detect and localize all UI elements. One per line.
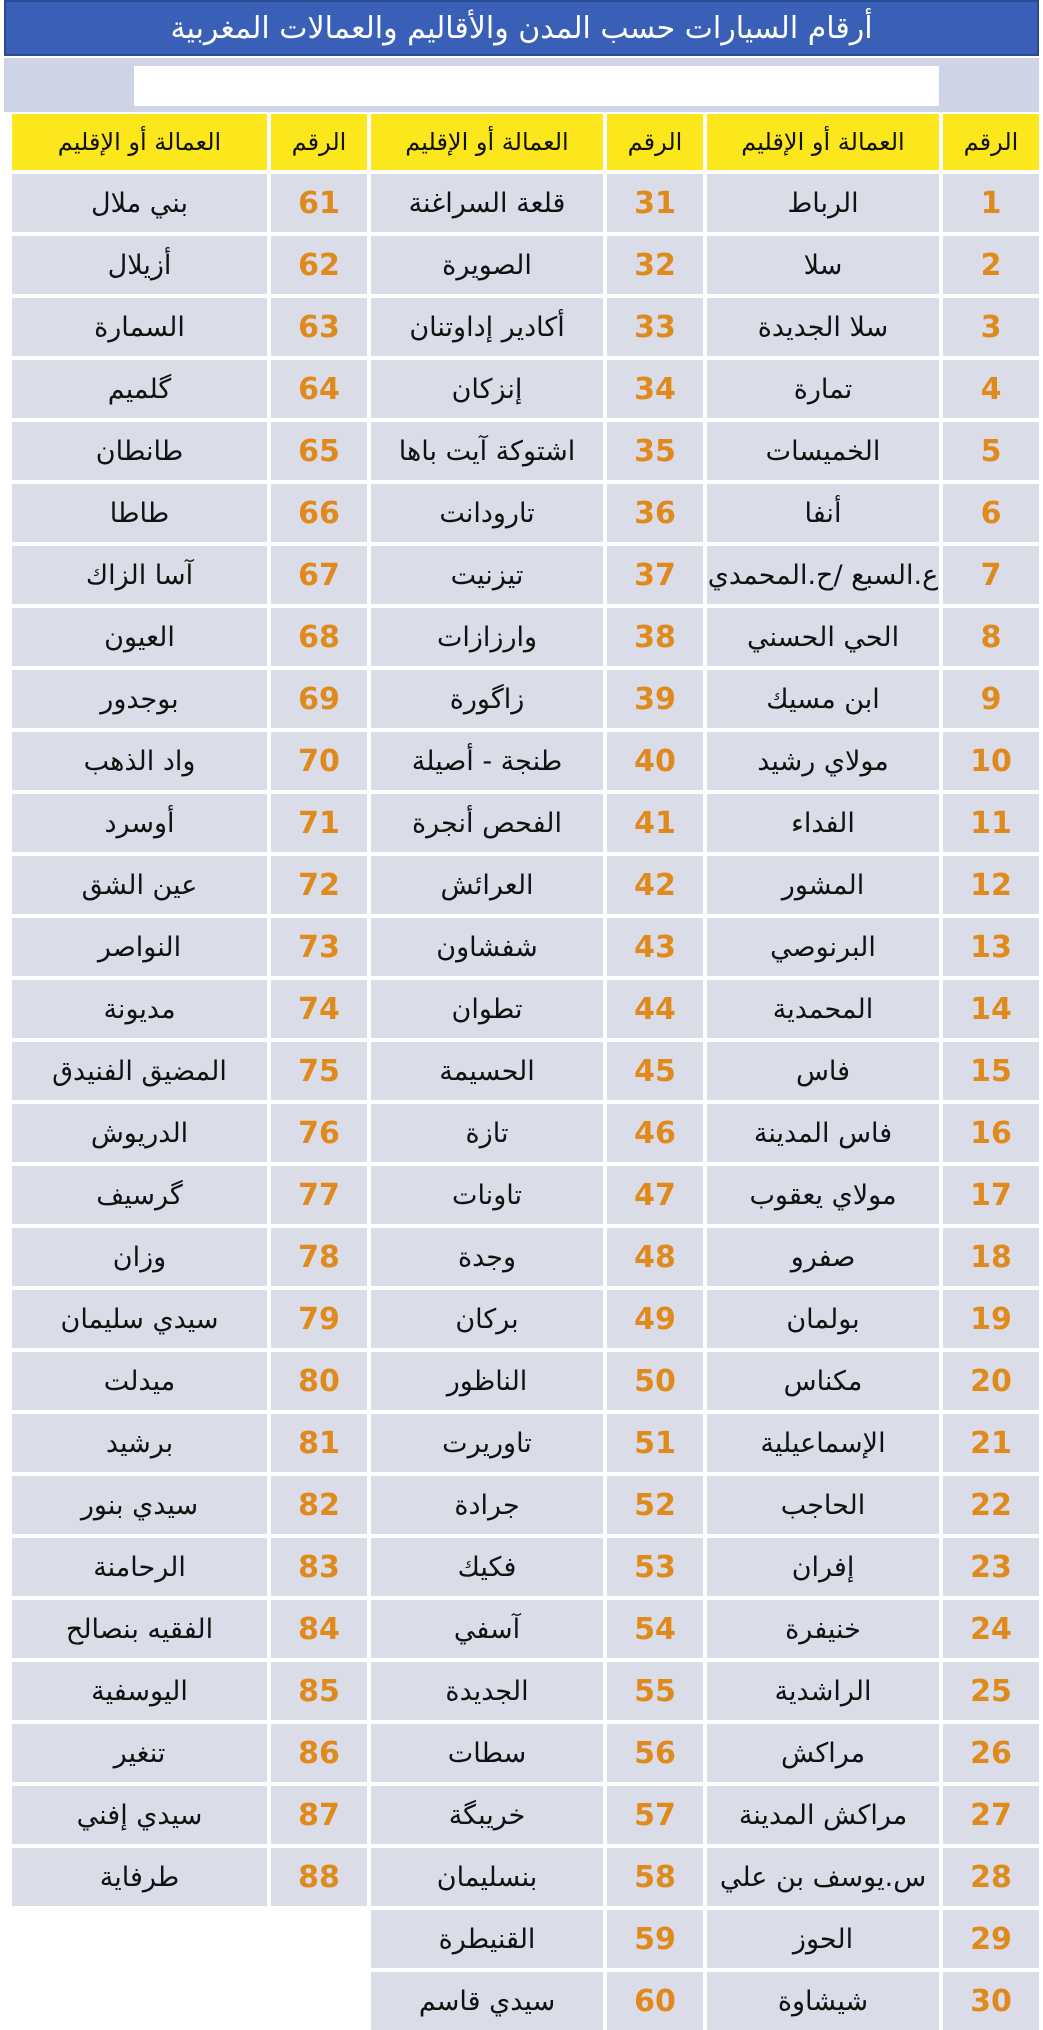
- plate-number: 14: [943, 980, 1039, 1038]
- blank-cell: [12, 1972, 367, 2030]
- plate-number: 74: [271, 980, 367, 1038]
- plate-number: 72: [271, 856, 367, 914]
- plate-number: 47: [607, 1166, 703, 1224]
- prefecture-name: الرحامنة: [12, 1538, 267, 1596]
- plate-number: 34: [607, 360, 703, 418]
- prefecture-name: الرباط: [707, 174, 939, 232]
- plate-number: 78: [271, 1228, 367, 1286]
- prefecture-name: تازة: [371, 1104, 603, 1162]
- plate-number: 28: [943, 1848, 1039, 1906]
- prefecture-name: مولاي رشيد: [707, 732, 939, 790]
- plates-table: [4, 114, 1039, 2019]
- prefecture-name: إنزكان: [371, 360, 603, 418]
- plate-number: 56: [607, 1724, 703, 1782]
- plate-number: 15: [943, 1042, 1039, 1100]
- plate-number: 66: [271, 484, 367, 542]
- plate-number: 25: [943, 1662, 1039, 1720]
- plate-number: 18: [943, 1228, 1039, 1286]
- plate-number: 57: [607, 1786, 703, 1844]
- prefecture-name: بني ملال: [12, 174, 267, 232]
- prefecture-name: الصويرة: [371, 236, 603, 294]
- prefecture-name: مراكش: [707, 1724, 939, 1782]
- prefecture-name: الفحص أنجرة: [371, 794, 603, 852]
- plate-number: 38: [607, 608, 703, 666]
- prefecture-name: مكناس: [707, 1352, 939, 1410]
- prefecture-name: النواصر: [12, 918, 267, 976]
- plate-number: 50: [607, 1352, 703, 1410]
- plate-number: 80: [271, 1352, 367, 1410]
- prefecture-name: بولمان: [707, 1290, 939, 1348]
- header-number: الرقم: [607, 114, 703, 170]
- prefecture-name: تيزنيت: [371, 546, 603, 604]
- prefecture-name: اليوسفية: [12, 1662, 267, 1720]
- prefecture-name: المضيق الفنيدق: [12, 1042, 267, 1100]
- plate-number: 63: [271, 298, 367, 356]
- prefecture-name: طنجة - أصيلة: [371, 732, 603, 790]
- prefecture-name: صفرو: [707, 1228, 939, 1286]
- plate-number: 79: [271, 1290, 367, 1348]
- prefecture-name: ميدلت: [12, 1352, 267, 1410]
- header-prefecture: العمالة أو الإقليم: [371, 114, 603, 170]
- plate-number: 48: [607, 1228, 703, 1286]
- plate-number: 27: [943, 1786, 1039, 1844]
- plate-number: 44: [607, 980, 703, 1038]
- prefecture-name: الجديدة: [371, 1662, 603, 1720]
- plate-number: 7: [943, 546, 1039, 604]
- plate-number: 5: [943, 422, 1039, 480]
- prefecture-name: أوسرد: [12, 794, 267, 852]
- plate-number: 39: [607, 670, 703, 728]
- prefecture-name: أكادير إداوتنان: [371, 298, 603, 356]
- prefecture-name: طاطا: [12, 484, 267, 542]
- plate-number: 6: [943, 484, 1039, 542]
- prefecture-name: العيون: [12, 608, 267, 666]
- prefecture-name: تمارة: [707, 360, 939, 418]
- prefecture-name: المحمدية: [707, 980, 939, 1038]
- prefecture-name: سطات: [371, 1724, 603, 1782]
- prefecture-name: الفقيه بنصالح: [12, 1600, 267, 1658]
- prefecture-name: وزان: [12, 1228, 267, 1286]
- plate-number: 24: [943, 1600, 1039, 1658]
- prefecture-name: مولاي يعقوب: [707, 1166, 939, 1224]
- prefecture-name: گلميم: [12, 360, 267, 418]
- prefecture-name: طانطان: [12, 422, 267, 480]
- plate-number: 84: [271, 1600, 367, 1658]
- prefecture-name: عين الشق: [12, 856, 267, 914]
- prefecture-name: ع.السبع /ح.المحمدي: [707, 546, 939, 604]
- prefecture-name: العرائش: [371, 856, 603, 914]
- plate-number: 29: [943, 1910, 1039, 1968]
- prefecture-name: قلعة السراغنة: [371, 174, 603, 232]
- prefecture-name: تنغير: [12, 1724, 267, 1782]
- plate-number: 1: [943, 174, 1039, 232]
- plate-number: 30: [943, 1972, 1039, 2030]
- prefecture-name: شيشاوة: [707, 1972, 939, 2030]
- prefecture-name: جرادة: [371, 1476, 603, 1534]
- plate-number: 76: [271, 1104, 367, 1162]
- page-title: أرقام السيارات حسب المدن والأقاليم والعمالات المغربية: [4, 0, 1039, 56]
- header-number: الرقم: [943, 114, 1039, 170]
- plate-number: 41: [607, 794, 703, 852]
- prefecture-name: الإسماعيلية: [707, 1414, 939, 1472]
- prefecture-name: فكيك: [371, 1538, 603, 1596]
- header-prefecture: العمالة أو الإقليم: [12, 114, 267, 170]
- prefecture-name: برشيد: [12, 1414, 267, 1472]
- prefecture-name: واد الذهب: [12, 732, 267, 790]
- plate-number: 73: [271, 918, 367, 976]
- prefecture-name: خريبگة: [371, 1786, 603, 1844]
- plate-number: 82: [271, 1476, 367, 1534]
- prefecture-name: الراشدية: [707, 1662, 939, 1720]
- plate-number: 43: [607, 918, 703, 976]
- plate-number: 22: [943, 1476, 1039, 1534]
- plate-number: 62: [271, 236, 367, 294]
- plate-number: 85: [271, 1662, 367, 1720]
- prefecture-name: سيدي إفني: [12, 1786, 267, 1844]
- prefecture-name: زاگورة: [371, 670, 603, 728]
- plate-number: 19: [943, 1290, 1039, 1348]
- prefecture-name: سيدي سليمان: [12, 1290, 267, 1348]
- plate-number: 37: [607, 546, 703, 604]
- plate-number: 53: [607, 1538, 703, 1596]
- plate-number: 68: [271, 608, 367, 666]
- prefecture-name: البرنوصي: [707, 918, 939, 976]
- prefecture-name: أنفا: [707, 484, 939, 542]
- plate-number: 55: [607, 1662, 703, 1720]
- prefecture-name: الحاجب: [707, 1476, 939, 1534]
- plate-number: 87: [271, 1786, 367, 1844]
- prefecture-name: سلا الجديدة: [707, 298, 939, 356]
- plate-number: 12: [943, 856, 1039, 914]
- plate-number: 51: [607, 1414, 703, 1472]
- prefecture-name: بنسليمان: [371, 1848, 603, 1906]
- plate-number: 3: [943, 298, 1039, 356]
- prefecture-name: القنيطرة: [371, 1910, 603, 1968]
- prefecture-name: خنيفرة: [707, 1600, 939, 1658]
- prefecture-name: السمارة: [12, 298, 267, 356]
- prefecture-name: بركان: [371, 1290, 603, 1348]
- plate-number: 42: [607, 856, 703, 914]
- plate-number: 70: [271, 732, 367, 790]
- plate-number: 54: [607, 1600, 703, 1658]
- prefecture-name: وجدة: [371, 1228, 603, 1286]
- prefecture-name: ابن مسيك: [707, 670, 939, 728]
- plate-number: 77: [271, 1166, 367, 1224]
- header-prefecture: العمالة أو الإقليم: [707, 114, 939, 170]
- prefecture-name: فاس: [707, 1042, 939, 1100]
- prefecture-name: الخميسات: [707, 422, 939, 480]
- plate-number: 49: [607, 1290, 703, 1348]
- header-number: الرقم: [271, 114, 367, 170]
- blank-cell: [12, 1910, 367, 1968]
- prefecture-name: سلا: [707, 236, 939, 294]
- plate-number: 32: [607, 236, 703, 294]
- prefecture-name: وارزازات: [371, 608, 603, 666]
- plate-number: 61: [271, 174, 367, 232]
- plate-number: 2: [943, 236, 1039, 294]
- prefecture-name: اشتوكة آيت باها: [371, 422, 603, 480]
- plate-number: 81: [271, 1414, 367, 1472]
- prefecture-name: سيدي بنور: [12, 1476, 267, 1534]
- plate-number: 75: [271, 1042, 367, 1100]
- prefecture-name: شفشاون: [371, 918, 603, 976]
- plate-number: 67: [271, 546, 367, 604]
- prefecture-name: سيدي قاسم: [371, 1972, 603, 2030]
- prefecture-name: مديونة: [12, 980, 267, 1038]
- plate-number: 86: [271, 1724, 367, 1782]
- prefecture-name: فاس المدينة: [707, 1104, 939, 1162]
- plate-number: 71: [271, 794, 367, 852]
- plate-number: 60: [607, 1972, 703, 2030]
- prefecture-name: الفداء: [707, 794, 939, 852]
- plate-number: 17: [943, 1166, 1039, 1224]
- plate-number: 46: [607, 1104, 703, 1162]
- plate-number: 35: [607, 422, 703, 480]
- prefecture-name: الحوز: [707, 1910, 939, 1968]
- prefecture-name: الدريوش: [12, 1104, 267, 1162]
- prefecture-name: أزيلال: [12, 236, 267, 294]
- prefecture-name: إفران: [707, 1538, 939, 1596]
- plate-number: 58: [607, 1848, 703, 1906]
- plate-number: 10: [943, 732, 1039, 790]
- prefecture-name: الحي الحسني: [707, 608, 939, 666]
- prefecture-name: مراكش المدينة: [707, 1786, 939, 1844]
- plate-number: 45: [607, 1042, 703, 1100]
- plate-number: 83: [271, 1538, 367, 1596]
- plate-number: 36: [607, 484, 703, 542]
- plate-number: 13: [943, 918, 1039, 976]
- plate-number: 52: [607, 1476, 703, 1534]
- plate-number: 4: [943, 360, 1039, 418]
- plate-number: 69: [271, 670, 367, 728]
- plate-number: 33: [607, 298, 703, 356]
- prefecture-name: تطوان: [371, 980, 603, 1038]
- prefecture-name: الحسيمة: [371, 1042, 603, 1100]
- plate-number: 65: [271, 422, 367, 480]
- plate-number: 11: [943, 794, 1039, 852]
- plate-number: 31: [607, 174, 703, 232]
- prefecture-name: تاونات: [371, 1166, 603, 1224]
- prefecture-name: طرفاية: [12, 1848, 267, 1906]
- plate-number: 9: [943, 670, 1039, 728]
- prefecture-name: آسفي: [371, 1600, 603, 1658]
- plate-number: 26: [943, 1724, 1039, 1782]
- subtitle-box: [134, 66, 939, 106]
- prefecture-name: بوجدور: [12, 670, 267, 728]
- prefecture-name: آسا الزاك: [12, 546, 267, 604]
- plate-number: 64: [271, 360, 367, 418]
- prefecture-name: گرسيف: [12, 1166, 267, 1224]
- plate-number: 40: [607, 732, 703, 790]
- plate-number: 88: [271, 1848, 367, 1906]
- plate-number: 8: [943, 608, 1039, 666]
- plate-number: 16: [943, 1104, 1039, 1162]
- prefecture-name: تارودانت: [371, 484, 603, 542]
- plate-number: 23: [943, 1538, 1039, 1596]
- prefecture-name: المشور: [707, 856, 939, 914]
- prefecture-name: تاوريرت: [371, 1414, 603, 1472]
- plate-number: 59: [607, 1910, 703, 1968]
- plate-number: 20: [943, 1352, 1039, 1410]
- prefecture-name: الناظور: [371, 1352, 603, 1410]
- plate-number: 21: [943, 1414, 1039, 1472]
- prefecture-name: س.يوسف بن علي: [707, 1848, 939, 1906]
